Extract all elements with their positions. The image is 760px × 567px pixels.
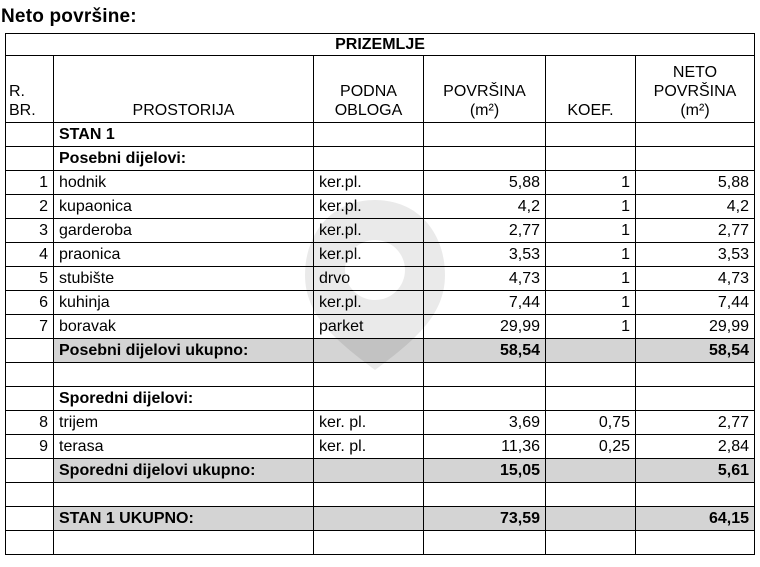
row-area: 2,77 (424, 219, 546, 243)
table-row (6, 195, 755, 219)
row-area: 4,2 (424, 195, 546, 219)
row-floor (314, 459, 424, 483)
row-floor: ker.pl. (314, 291, 424, 315)
row-area (424, 123, 546, 147)
row-floor (314, 123, 424, 147)
subtotal-row (6, 459, 755, 483)
header-net-line-3: (m²) (680, 102, 710, 119)
header-area-line-2: (m²) (469, 102, 500, 119)
row-coef (546, 363, 636, 387)
row-floor (314, 147, 424, 171)
header-coef-label: KOEF. (567, 102, 614, 119)
row-area: 73,59 (424, 507, 546, 531)
row-number (6, 459, 54, 483)
row-net: 7,44 (636, 291, 755, 315)
row-coef (546, 147, 636, 171)
row-net: 3,53 (636, 243, 755, 267)
table-row (6, 147, 755, 171)
row-number (6, 339, 54, 363)
row-number: 7 (6, 315, 54, 339)
header-floor (314, 56, 424, 123)
row-net (636, 363, 755, 387)
row-net: 2,77 (636, 219, 755, 243)
row-number (6, 531, 54, 555)
row-area (424, 363, 546, 387)
row-area: 29,99 (424, 315, 546, 339)
column-header-row (6, 56, 755, 123)
row-floor (314, 363, 424, 387)
row-area: 4,73 (424, 267, 546, 291)
subtotal-row (6, 339, 755, 363)
header-floor-line-1: PODNA (340, 83, 397, 100)
row-coef: 1 (546, 243, 636, 267)
section-header-row (6, 34, 755, 56)
row-floor (314, 483, 424, 507)
row-floor: ker.pl. (314, 195, 424, 219)
row-coef (546, 339, 636, 363)
row-floor: parket (314, 315, 424, 339)
row-floor (314, 339, 424, 363)
row-net (636, 147, 755, 171)
row-area (424, 147, 546, 171)
row-number: 8 (6, 411, 54, 435)
row-net: 58,54 (636, 339, 755, 363)
row-number: 6 (6, 291, 54, 315)
row-net (636, 483, 755, 507)
row-coef: 1 (546, 219, 636, 243)
header-net-line-1: NETO (672, 64, 718, 81)
row-number (6, 483, 54, 507)
row-room: terasa (54, 435, 314, 459)
row-floor: ker.pl. (314, 219, 424, 243)
header-area-line-1: POVRŠINA (443, 83, 526, 100)
row-room: Sporedni dijelovi ukupno: (54, 459, 314, 483)
row-floor (314, 507, 424, 531)
header-floor-line-2: OBLOGA (334, 102, 403, 119)
row-coef: 1 (546, 291, 636, 315)
row-room (54, 363, 314, 387)
row-room: STAN 1 (54, 123, 314, 147)
row-room: praonica (54, 243, 314, 267)
row-net: 64,15 (636, 507, 755, 531)
row-room: Posebni dijelovi: (54, 147, 314, 171)
row-net: 2,77 (636, 411, 755, 435)
table-row (6, 315, 755, 339)
row-number: 9 (6, 435, 54, 459)
row-coef: 0,75 (546, 411, 636, 435)
row-coef: 1 (546, 315, 636, 339)
row-coef: 1 (546, 195, 636, 219)
row-coef: 1 (546, 171, 636, 195)
row-area: 11,36 (424, 435, 546, 459)
header-room-label: PROSTORIJA (132, 102, 235, 119)
row-number (6, 507, 54, 531)
row-area (424, 387, 546, 411)
row-number: 5 (6, 267, 54, 291)
row-net (636, 123, 755, 147)
row-room: kuhinja (54, 291, 314, 315)
row-floor: ker.pl. (314, 243, 424, 267)
header-number-line-2: BR. (9, 102, 36, 119)
row-room: stubište (54, 267, 314, 291)
table-row (6, 267, 755, 291)
row-coef (546, 387, 636, 411)
row-coef (546, 459, 636, 483)
header-coef (546, 56, 636, 123)
table-row (6, 219, 755, 243)
table-row (6, 171, 755, 195)
row-coef (546, 531, 636, 555)
row-room: Posebni dijelovi ukupno: (54, 339, 314, 363)
header-number-line-1: R. (9, 83, 25, 100)
header-room (54, 56, 314, 123)
row-area (424, 531, 546, 555)
row-number (6, 387, 54, 411)
row-net: 5,88 (636, 171, 755, 195)
section-title: PRIZEMLJE (6, 34, 755, 56)
row-number: 3 (6, 219, 54, 243)
row-room: boravak (54, 315, 314, 339)
row-coef (546, 483, 636, 507)
row-coef: 0,25 (546, 435, 636, 459)
row-number (6, 363, 54, 387)
row-number (6, 147, 54, 171)
row-floor (314, 531, 424, 555)
table-row (6, 123, 755, 147)
row-floor (314, 387, 424, 411)
row-floor: ker. pl. (314, 411, 424, 435)
row-net: 29,99 (636, 315, 755, 339)
header-net-line-2: POVRŠINA (653, 83, 737, 100)
row-area: 58,54 (424, 339, 546, 363)
row-coef (546, 507, 636, 531)
row-room: Sporedni dijelovi: (54, 387, 314, 411)
row-area: 7,44 (424, 291, 546, 315)
total-row (6, 507, 755, 531)
row-room (54, 531, 314, 555)
row-area (424, 483, 546, 507)
page-title: Neto površine: (1, 6, 137, 27)
row-net: 2,84 (636, 435, 755, 459)
row-net (636, 387, 755, 411)
row-coef (546, 123, 636, 147)
row-floor: ker. pl. (314, 435, 424, 459)
row-number: 2 (6, 195, 54, 219)
table-row (6, 435, 755, 459)
row-room: trijem (54, 411, 314, 435)
row-room: garderoba (54, 219, 314, 243)
row-net: 5,61 (636, 459, 755, 483)
row-net (636, 531, 755, 555)
table-row (6, 483, 755, 507)
header-number (6, 56, 54, 123)
row-area: 3,69 (424, 411, 546, 435)
row-room: kupaonica (54, 195, 314, 219)
row-floor: drvo (314, 267, 424, 291)
row-area: 15,05 (424, 459, 546, 483)
table-row (6, 291, 755, 315)
row-net: 4,73 (636, 267, 755, 291)
row-area: 5,88 (424, 171, 546, 195)
row-number: 1 (6, 171, 54, 195)
table-row (6, 411, 755, 435)
table-row (6, 531, 755, 555)
row-room (54, 483, 314, 507)
row-coef: 1 (546, 267, 636, 291)
row-number: 4 (6, 243, 54, 267)
row-area: 3,53 (424, 243, 546, 267)
net-area-table (5, 33, 755, 555)
row-floor: ker.pl. (314, 171, 424, 195)
header-net (636, 56, 755, 123)
row-number (6, 123, 54, 147)
table-row (6, 363, 755, 387)
table-row (6, 243, 755, 267)
table-row (6, 387, 755, 411)
row-room: STAN 1 UKUPNO: (54, 507, 314, 531)
row-net: 4,2 (636, 195, 755, 219)
row-room: hodnik (54, 171, 314, 195)
header-area (424, 56, 546, 123)
